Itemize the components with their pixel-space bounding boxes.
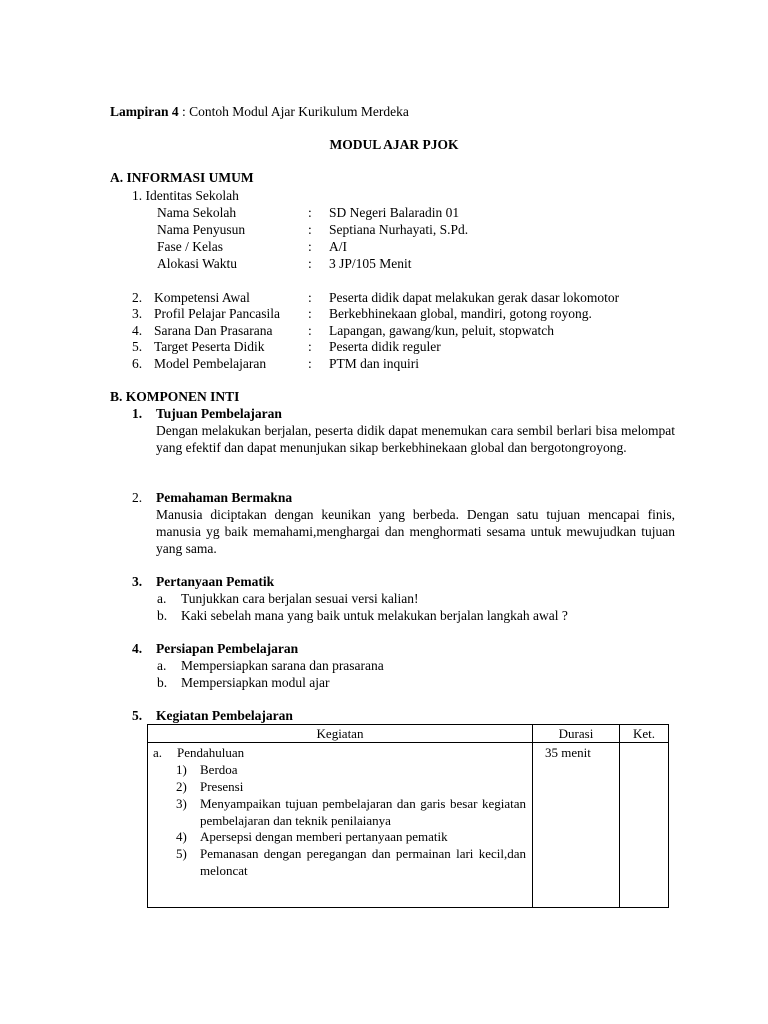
step-text: Apersepsi dengan memberi pertanyaan pematik	[200, 829, 448, 844]
info-num: 5.	[132, 339, 143, 354]
subsection-num: 5.	[132, 708, 143, 723]
subsection-num: 4.	[132, 641, 143, 656]
info-sep: :	[308, 323, 312, 338]
info-key: Profil Pelajar Pancasila	[154, 306, 280, 321]
persiapan-title: Persiapan Pembelajaran	[156, 641, 299, 656]
section-b-heading: B. KOMPONEN INTI	[110, 389, 240, 404]
step-num: 4)	[176, 829, 187, 844]
info-value: Berkebhinekaan global, mandiri, gotong royong.	[329, 306, 592, 321]
step-num: 2)	[176, 779, 187, 794]
subsection-num: 3.	[132, 574, 143, 589]
info-sep: :	[308, 339, 312, 354]
identitas-sep: :	[308, 222, 312, 237]
step-text: Pemanasan dengan peregangan dan permainan lari kecil,dan meloncat	[200, 846, 526, 878]
kegiatan-table	[147, 724, 669, 908]
lampiran-line	[110, 104, 409, 121]
tujuan-paragraph: Dengan melakukan berjalan, peserta didik dapat menemukan cara sembil berlari bisa melompat yang efektif dan dapat menunjukan sikap berkebhinekaan global dan bergotongroyong.	[156, 423, 675, 455]
step-text: Presensi	[200, 779, 244, 794]
identitas-key: Alokasi Waktu	[157, 256, 238, 271]
lampiran-label: Lampiran 4	[110, 104, 179, 119]
info-key: Kompetensi Awal	[154, 290, 250, 305]
info-value: Lapangan, gawang/kun, peluit, stopwatch	[329, 323, 554, 338]
identitas-key: Nama Penyusun	[157, 222, 246, 237]
info-key: Target Peserta Didik	[154, 339, 265, 354]
phase-label: Pendahuluan	[177, 745, 245, 760]
info-value: PTM dan inquiri	[329, 356, 419, 371]
info-num: 3.	[132, 306, 143, 321]
info-value: Peserta didik reguler	[329, 339, 441, 354]
info-key: Model Pembelajaran	[154, 356, 267, 371]
identitas-sep: :	[308, 239, 312, 254]
identitas-sep: :	[308, 256, 312, 271]
info-num: 6.	[132, 356, 143, 371]
lampiran-text: : Contoh Modul Ajar Kurikulum Merdeka	[178, 104, 409, 119]
identitas-value: Septiana Nurhayati, S.Pd.	[329, 222, 469, 237]
header-ket: Ket.	[620, 725, 669, 743]
pertanyaan-item: Kaki sebelah mana yang baik untuk melakukan berjalan langkah awal ?	[181, 608, 568, 623]
info-sep: :	[308, 356, 312, 371]
header-durasi: Durasi	[533, 725, 620, 743]
step-text: Menyampaikan tujuan pembelajaran dan garis besar kegiatan pembelajaran dan teknik penilaianya	[200, 796, 526, 828]
table-header-row	[148, 725, 669, 743]
info-sep: :	[308, 290, 312, 305]
table-row	[148, 743, 669, 908]
info-num: 2.	[132, 290, 143, 305]
subsection-num: 2.	[132, 490, 143, 505]
identitas-key: Nama Sekolah	[157, 205, 237, 220]
durasi-cell: 35 menit	[533, 743, 620, 908]
identitas-sep: :	[308, 205, 312, 220]
list-num: a.	[157, 658, 167, 673]
section-a-heading: A. INFORMASI UMUM	[110, 170, 254, 185]
list-num: a.	[157, 591, 167, 606]
pemahaman-paragraph: Manusia diciptakan dengan keunikan yang berbeda. Dengan satu tujuan mencapai finis, manusia yg baik memahami,menghargai dan menghormati sesama untuk mewujudkan tujuan yang sama.	[156, 507, 675, 556]
step-num: 3)	[176, 796, 187, 811]
step-text: Berdoa	[200, 762, 238, 777]
pertanyaan-item: Tunjukkan cara berjalan sesuai versi kalian!	[181, 591, 419, 606]
kegiatan-cell	[148, 743, 533, 908]
info-key: Sarana Dan Prasarana	[154, 323, 273, 338]
list-num: b.	[157, 608, 168, 623]
identitas-value: A/I	[329, 239, 347, 254]
document-title: MODUL AJAR PJOK	[329, 137, 459, 152]
info-sep: :	[308, 306, 312, 321]
info-value: Peserta didik dapat melakukan gerak dasar lokomotor	[329, 290, 620, 305]
persiapan-item: Mempersiapkan sarana dan prasarana	[181, 658, 384, 673]
tujuan-title: Tujuan Pembelajaran	[156, 406, 282, 421]
identitas-value: SD Negeri Balaradin 01	[329, 205, 460, 220]
step-num: 5)	[176, 846, 187, 861]
list-num: b.	[157, 675, 168, 690]
subsection-num: 1.	[132, 406, 143, 421]
identitas-value: 3 JP/105 Menit	[329, 256, 412, 271]
identitas-key: Fase / Kelas	[157, 239, 223, 254]
pertanyaan-title: Pertanyaan Pematik	[156, 574, 275, 589]
identitas-label: 1. Identitas Sekolah	[132, 188, 239, 203]
phase-num: a.	[153, 745, 163, 760]
ket-cell	[620, 743, 669, 908]
header-kegiatan: Kegiatan	[148, 725, 533, 743]
pemahaman-title: Pemahaman Bermakna	[156, 490, 293, 505]
persiapan-item: Mempersiapkan modul ajar	[181, 675, 330, 690]
info-num: 4.	[132, 323, 143, 338]
step-num: 1)	[176, 762, 187, 777]
kegiatan-title: Kegiatan Pembelajaran	[156, 708, 293, 723]
